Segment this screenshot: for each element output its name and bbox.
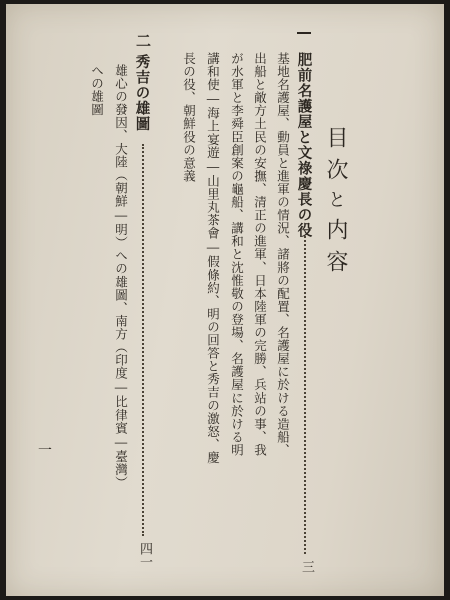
toc-title-part-b: 内容 <box>323 218 348 282</box>
section-2-line-2: への雄圖 <box>89 64 105 117</box>
section-1-line-2: 出船と敵方土民の安撫、清正の進軍、日本陸軍の完勝、兵站の事、我 <box>252 52 268 457</box>
section-1-leader <box>304 236 306 554</box>
section-1-line-3: が水軍と李舜臣創案の龜船、講和と沈惟敬の登場、名護屋に於ける明 <box>229 52 245 457</box>
section-2-page: 四一 <box>137 542 152 568</box>
section-2-leader <box>142 144 144 536</box>
section-1-number <box>297 32 311 34</box>
section-2-number: 二 <box>136 32 152 50</box>
section-2-line-1: 雄心の發因、大陸（朝鮮―明）への雄圖、南方（印度―比律賓―臺灣） <box>113 64 129 490</box>
section-1-line-5: 長の役、朝鮮役の意義 <box>181 52 197 183</box>
section-1-line-4: 講和使―海上宴遊―山里丸茶會―假條約、明の回答と秀吉の激怒、慶 <box>205 52 221 465</box>
section-2-heading: 秀吉の雄圖 <box>133 54 150 132</box>
section-1-page: 三 <box>299 560 314 573</box>
footer-mark: 一 <box>38 443 52 459</box>
section-1-heading: 肥前名護屋と文祿慶長の役 <box>295 52 312 238</box>
toc-title <box>324 126 346 376</box>
section-1-line-1: 基地名護屋、動員と進軍の情況、諸將の配置、名護屋に於ける造船、 <box>275 52 291 457</box>
book-page <box>6 4 444 596</box>
toc-title-part-a: 目次 <box>323 126 348 190</box>
toc-title-particle: と <box>325 190 346 218</box>
